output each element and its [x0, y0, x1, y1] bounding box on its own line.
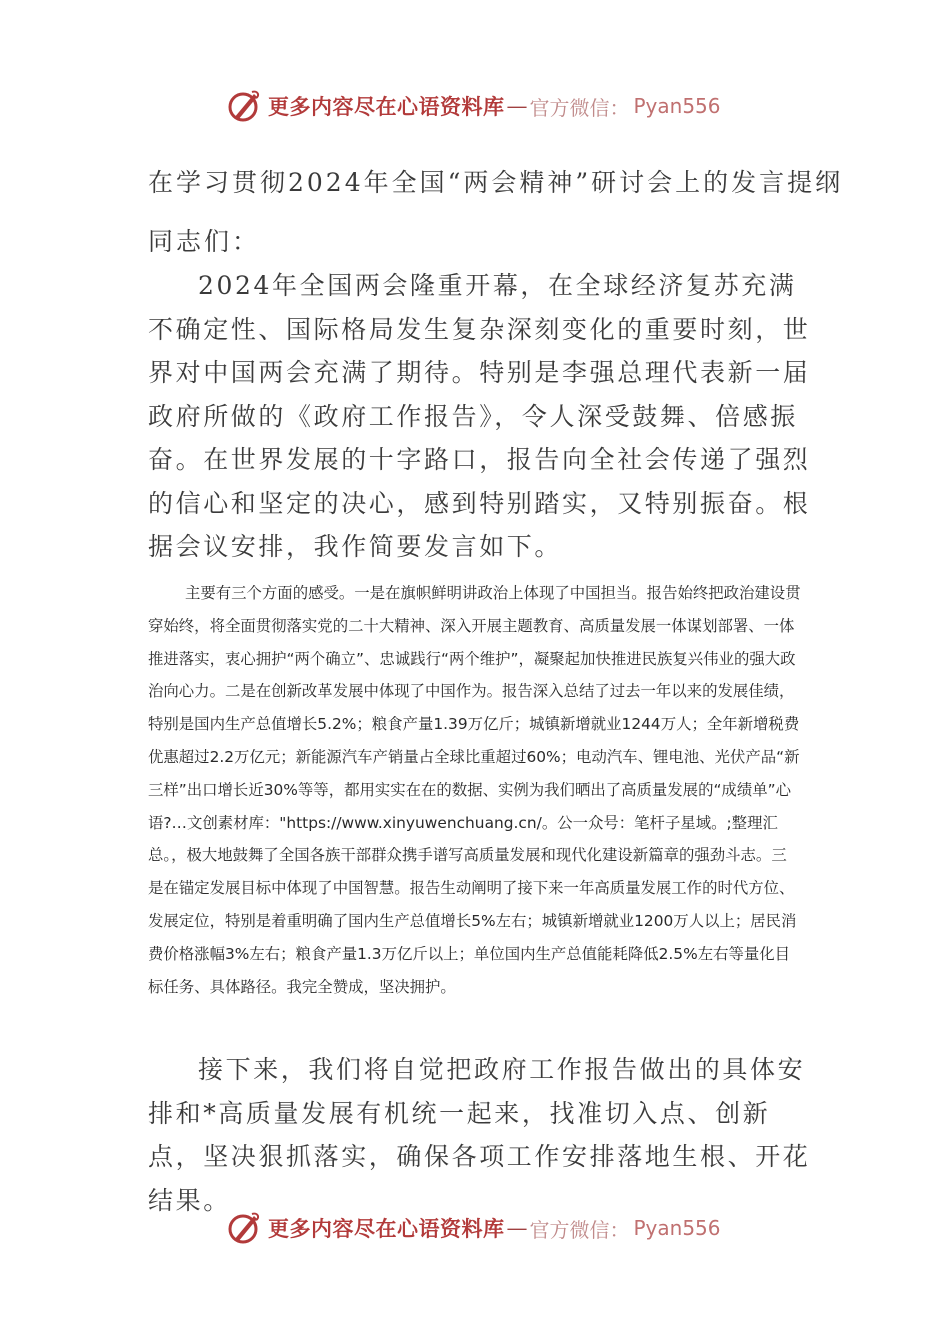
banner-dash: — — [506, 94, 528, 118]
quill-pen-logo-icon — [226, 1210, 262, 1246]
banner-wechat-id: Pyan556 — [633, 1216, 721, 1240]
banner-main-text: 更多内容尽在心语资料库 — [268, 94, 505, 119]
paragraph-closing: 接下来，我们将自觉把政府工作报告做出的具体安排和*高质量发展有机统一起来，找准切入点、创新点，坚决狠抓落实，确保各项工作安排落地生根、开花结果。 — [148, 1055, 811, 1215]
quill-pen-logo-icon — [226, 88, 262, 124]
document-title: 在学习贯彻2024年全国“两会精神”研讨会上的发言提纲 — [148, 168, 844, 197]
banner-wechat-label: 官方微信： — [529, 95, 630, 120]
paragraph-opening: 2024年全国两会隆重开幕，在全球经济复苏充满不确定性、国际格局发生复杂深刻变化的重要时刻，世界对中国两会充满了期待。特别是李强总理代表新一届政府所做的《政府工作报告》，令人深受鼓舞、倍感振奋。在世界发展的十字路口，报告向全社会传递了强烈的信心和坚定的决心，感到特别踏实，又特别振奋。根据会议安排，我作简要发言如下。 — [148, 271, 811, 561]
banner-main-text: 更多内容尽在心语资料库 — [268, 1216, 505, 1241]
paragraph-main-body: 主要有三个方面的感受。一是在旗帜鲜明讲政治上体现了中国担当。报告始终把政治建设贯穿始终，将全面贯彻落实党的二十大精神、深入开展主题教育、高质量发展一体谋划部署、一体推进落实，衷心拥护“两个确立”、忠诚践行“两个维护”，凝聚起加快推进民族复兴伟业的强大政治向心力。二是在创新改革发展中体现了中国作为。报告深入总结了过去一年以来的发展佳绩，特别是国内生产总值增长5.2%；粮食产量1.39万亿斤；城镇新增就业1244万人；全年新增税费优惠超过2.2万亿元；新能源汽车产销量占全球比重超过60%；电动汽车、锂电池、光伏产品“新三样”出口增长近30%等等，都用实实在在的数据、实例为我们晒出了高质量发展的“成绩单”心语?…文创素材库："https://www.xinyuwenchuang.cn/。公一众号：笔杆子星域。;整理汇总。，极大地鼓舞了全国各族干部群众携手谱写高质量发展和现代化建设新篇章的强劲斗志。三是在锚定发展目标中体现了中国智慧。报告生动阐明了接下来一年高质量发展工作的时代方位、发展定位，特别是着重明确了国内生产总值增长5%左右；城镇新增就业1200万人以上；居民消费价格涨幅3%左右；粮食产量1.3万亿斤以上；单位国内生产总值能耗降低2.5%左右等量化目标任务、具体路径。我完全赞成，坚决拥护。 — [148, 584, 801, 996]
banner-wechat-label: 官方微信： — [529, 1217, 630, 1242]
footer-watermark-banner — [226, 1208, 721, 1248]
banner-wechat-id: Pyan556 — [633, 94, 721, 118]
header-watermark-banner — [226, 86, 721, 126]
salutation: 同志们： — [148, 227, 261, 256]
banner-dash: — — [506, 1216, 528, 1240]
